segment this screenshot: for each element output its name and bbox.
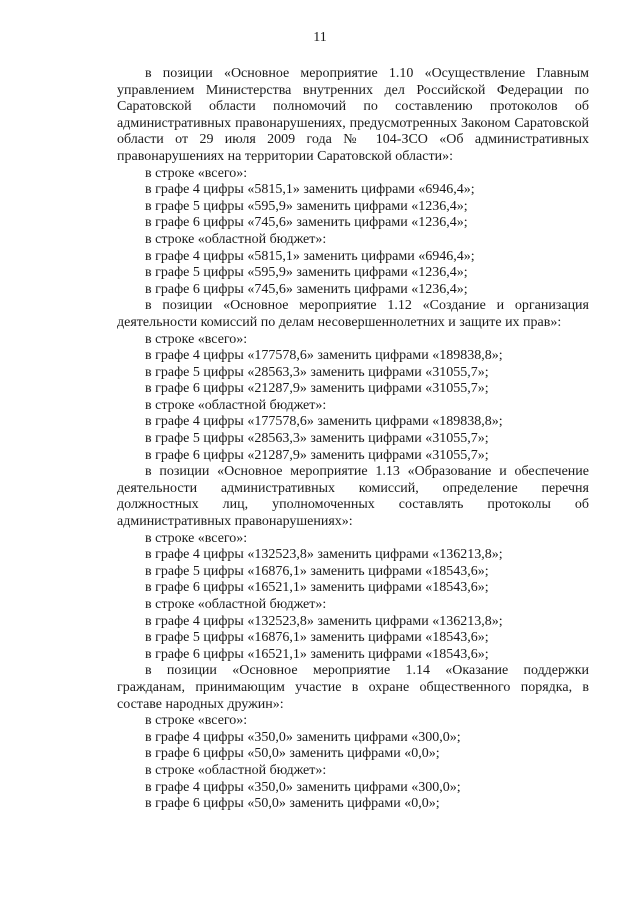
- list-item: в строке «всего»:: [145, 713, 248, 729]
- list-item: в графе 5 цифры «28563,3» заменить цифрами «31055,7»;: [145, 364, 489, 380]
- list-item: в графе 4 цифры «177578,6» заменить цифрами «189838,8»;: [145, 348, 503, 364]
- list-item: в строке «областной бюджет»:: [145, 231, 327, 247]
- list-item: в графе 6 цифры «21287,9» заменить цифрами «31055,7»;: [145, 381, 489, 397]
- list-item: в графе 6 цифры «50,0» заменить цифрами «0,0»;: [145, 796, 440, 812]
- list-item: в строке «всего»:: [145, 165, 248, 181]
- list-item: в графе 5 цифры «16876,1» заменить цифрами «18543,6»;: [145, 630, 489, 646]
- paragraph-position-1-12: в позиции «Основное мероприятие 1.12 «Создание и организация деятельности комиссий по делам несовершеннолетних и защите их прав»:: [117, 298, 589, 330]
- list-item: в графе 4 цифры «350,0» заменить цифрами «300,0»;: [145, 729, 461, 745]
- list-item: в строке «областной бюджет»:: [145, 762, 327, 778]
- paragraph-position-1-13: в позиции «Основное мероприятие 1.13 «Образование и обеспечение деятельности административных комиссий, определение перечня должностных лиц, уполномоченных составлять протоколы об административных правонарушениях»:: [117, 464, 589, 530]
- list-item: в графе 6 цифры «745,6» заменить цифрами «1236,4»;: [145, 215, 468, 231]
- list-item: в строке «всего»:: [145, 331, 248, 347]
- list-item: в графе 4 цифры «5815,1» заменить цифрами «6946,4»;: [145, 248, 475, 264]
- list-item: в графе 6 цифры «745,6» заменить цифрами «1236,4»;: [145, 281, 468, 297]
- list-item: в графе 5 цифры «28563,3» заменить цифрами «31055,7»;: [145, 431, 489, 447]
- paragraph-position-1-10: в позиции «Основное мероприятие 1.10 «Осуществление Главным управлением Министерства внутренних дел Российской Федерации по Саратовской области полномочий по составлению протоколов об административных правонарушениях, предусмотренных Законом Саратовской области от 29 июля 2009 года № 104-ЗСО «Об административных правонарушениях на территории Саратовской области»:: [117, 66, 589, 164]
- list-item: в графе 5 цифры «595,9» заменить цифрами «1236,4»;: [145, 265, 468, 281]
- list-item: в графе 6 цифры «16521,1» заменить цифрами «18543,6»;: [145, 646, 489, 662]
- list-item: в графе 5 цифры «16876,1» заменить цифрами «18543,6»;: [145, 563, 489, 579]
- paragraph-position-1-14: в позиции «Основное мероприятие 1.14 «Оказание поддержки гражданам, принимающим участие в охране общественного порядка, в составе народных дружин»:: [117, 663, 589, 712]
- document-body: [117, 66, 589, 813]
- list-item: в графе 4 цифры «5815,1» заменить цифрами «6946,4»;: [145, 182, 475, 198]
- list-item: в строке «областной бюджет»:: [145, 397, 327, 413]
- list-item: в графе 4 цифры «350,0» заменить цифрами «300,0»;: [145, 779, 461, 795]
- list-item: в графе 6 цифры «21287,9» заменить цифрами «31055,7»;: [145, 447, 489, 463]
- list-item: в графе 5 цифры «595,9» заменить цифрами «1236,4»;: [145, 198, 468, 214]
- list-item: в графе 4 цифры «177578,6» заменить цифрами «189838,8»;: [145, 414, 503, 430]
- list-item: в графе 6 цифры «50,0» заменить цифрами «0,0»;: [145, 746, 440, 762]
- list-item: в графе 4 цифры «132523,8» заменить цифрами «136213,8»;: [145, 547, 503, 563]
- list-item: в графе 6 цифры «16521,1» заменить цифрами «18543,6»;: [145, 580, 489, 596]
- list-item: в строке «областной бюджет»:: [145, 597, 327, 612]
- list-item: в графе 4 цифры «132523,8» заменить цифрами «136213,8»;: [145, 613, 503, 629]
- page-number: 11: [313, 30, 327, 45]
- list-item: в строке «всего»:: [145, 530, 248, 546]
